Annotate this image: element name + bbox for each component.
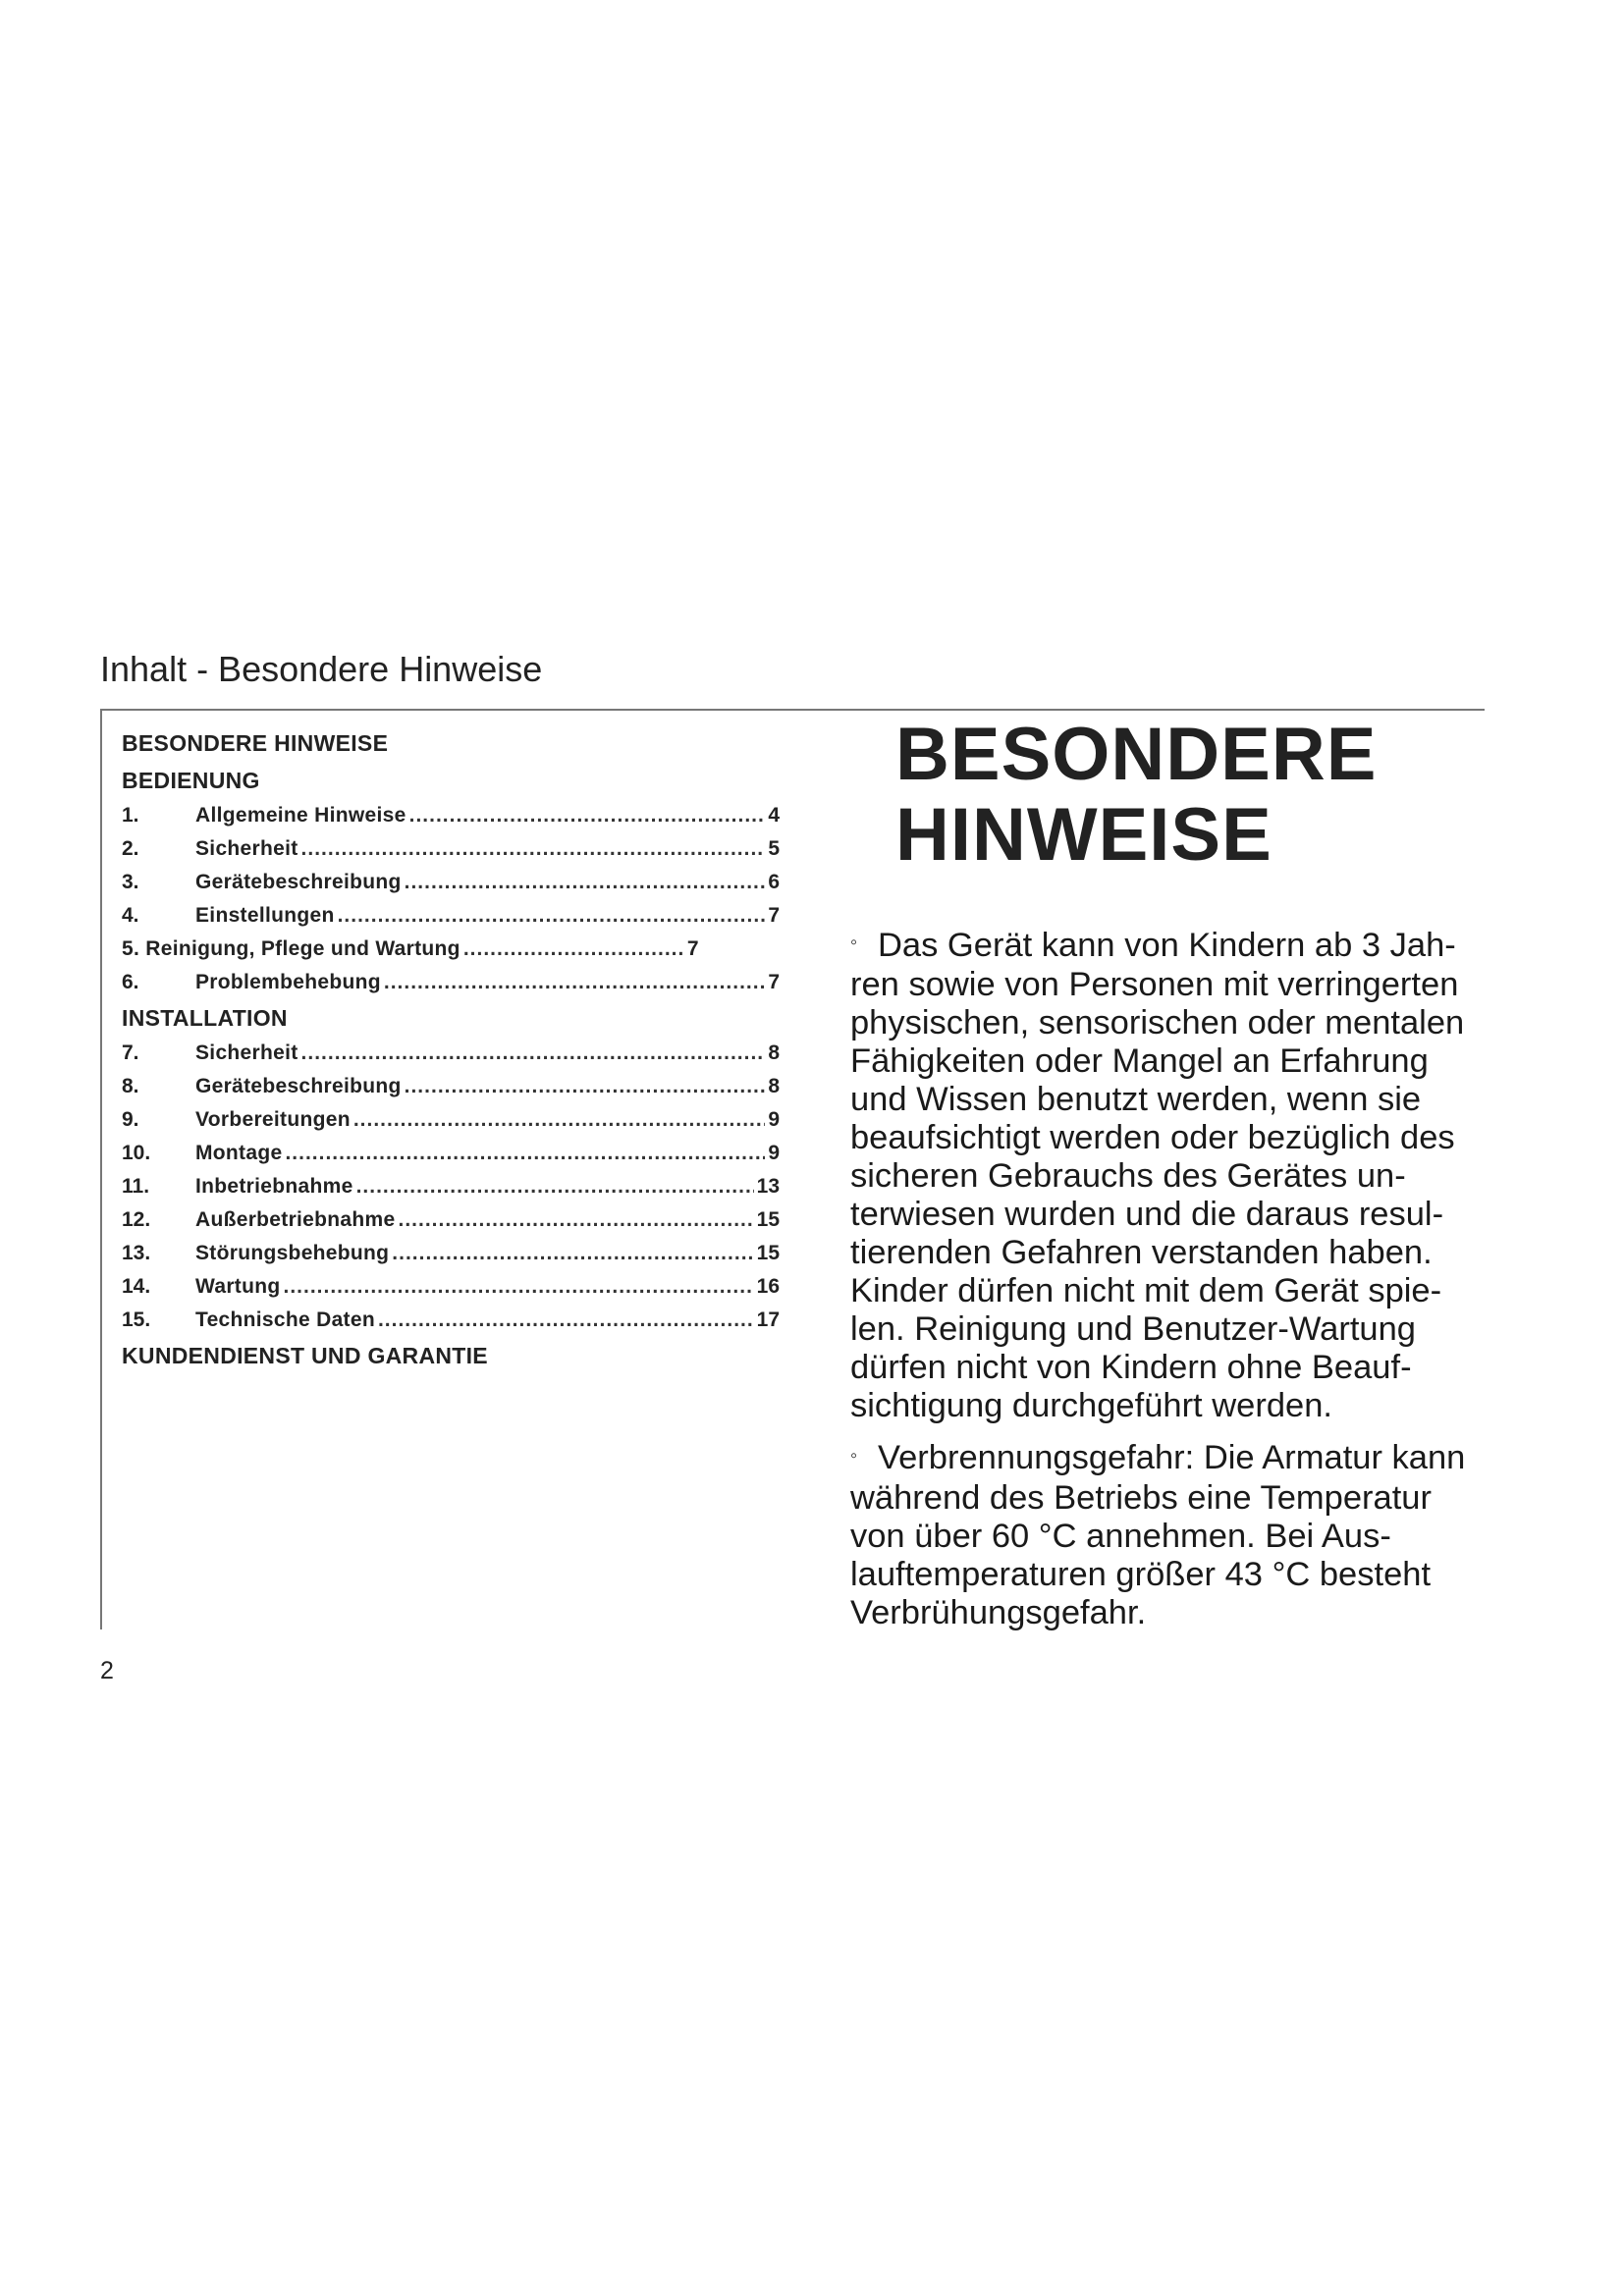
toc-entry-page: 5 xyxy=(768,837,780,860)
toc-entry-page: 7 xyxy=(686,937,699,960)
toc-entry-number: 4. xyxy=(122,904,139,927)
safety-notes xyxy=(850,927,1489,1646)
toc-entry-page: 17 xyxy=(756,1308,780,1331)
toc-section-installation[interactable]: INSTALLATION xyxy=(122,1005,288,1031)
toc-entry[interactable] xyxy=(122,1070,780,1103)
toc-entry-number: 2. xyxy=(122,837,139,860)
section-heading-line2: HINWEISE xyxy=(895,793,1272,877)
toc-entry-number: 3. xyxy=(122,871,139,893)
toc-entry-number: 9. xyxy=(122,1108,139,1131)
note-line: lauftemperaturen größer 43 °C besteht xyxy=(850,1555,1432,1593)
note-line: Kinder dürfen nicht mit dem Gerät spie- xyxy=(850,1272,1442,1310)
toc-entry-page: 9 xyxy=(768,1142,780,1164)
toc-entry-label: Vorbereitungen xyxy=(195,1108,351,1131)
toc-entry-label: Gerätebeschreibung xyxy=(195,871,402,893)
toc-entry-number: 7. xyxy=(122,1041,139,1064)
toc-entry[interactable] xyxy=(122,1137,780,1170)
toc-entry[interactable] xyxy=(122,1203,780,1237)
toc-entry[interactable] xyxy=(122,1103,780,1137)
note-line: len. Reinigung und Benutzer-Wartung xyxy=(850,1310,1416,1349)
note-line: von über 60 °C annehmen. Bei Aus- xyxy=(850,1517,1391,1555)
bullet-icon: ◦ xyxy=(850,932,858,954)
toc-entry[interactable] xyxy=(122,799,780,832)
toc-entry-page: 15 xyxy=(756,1208,780,1231)
note-line: terwiesen wurden und die daraus resul- xyxy=(850,1196,1444,1234)
toc-section-operation[interactable]: BEDIENUNG xyxy=(122,768,260,793)
toc-entry[interactable] xyxy=(122,1270,780,1304)
toc-entry-page: 9 xyxy=(768,1108,780,1131)
toc-leader-dots xyxy=(384,966,765,999)
section-heading-line1: BESONDERE xyxy=(895,713,1378,796)
note-line: Fähigkeiten oder Mangel an Erfahrung xyxy=(850,1042,1429,1081)
header-divider xyxy=(100,709,1485,711)
toc-entry-number: 11. xyxy=(122,1175,150,1198)
toc-entry-page: 7 xyxy=(768,971,780,993)
toc-entry-number: 6. xyxy=(122,971,139,993)
toc-entry[interactable] xyxy=(122,899,780,933)
toc-entry[interactable] xyxy=(122,1037,780,1070)
toc-entry-label: Technische Daten xyxy=(195,1308,375,1331)
toc-leader-dots xyxy=(463,933,684,966)
toc-entry-number: 1. xyxy=(122,804,139,827)
toc-entry-page: 4 xyxy=(768,804,780,827)
toc-entry-number: 8. xyxy=(122,1075,139,1097)
page-header-title: Inhalt - Besondere Hinweise xyxy=(100,649,543,689)
toc-entry-page: 16 xyxy=(756,1275,780,1298)
toc-entry[interactable] xyxy=(122,1170,780,1203)
toc-entry[interactable] xyxy=(122,832,780,866)
toc-entry-page: 15 xyxy=(756,1242,780,1264)
note-line: ◦ Verbrennungsgefahr: Die Armatur kann xyxy=(850,1439,1489,1478)
note-line: sicheren Gebrauchs des Gerätes un- xyxy=(850,1157,1406,1196)
toc-leader-dots xyxy=(338,899,766,933)
toc-leader-dots xyxy=(283,1270,753,1304)
toc-leader-dots xyxy=(353,1103,765,1137)
note-children-supervision xyxy=(850,927,1489,1425)
table-of-contents xyxy=(122,724,780,1374)
toc-leader-dots xyxy=(405,866,766,899)
note-line: Verbrühungsgefahr. xyxy=(850,1593,1147,1631)
section-heading xyxy=(895,715,1377,876)
toc-entry-page: 6 xyxy=(768,871,780,893)
toc-entry-label: Inbetriebnahme xyxy=(195,1175,353,1198)
toc-leader-dots xyxy=(356,1170,754,1203)
toc-entry-page: 8 xyxy=(768,1041,780,1064)
toc-entry-label: Wartung xyxy=(195,1275,281,1298)
toc-entry[interactable] xyxy=(122,966,780,999)
toc-entry-label: Gerätebeschreibung xyxy=(195,1075,402,1097)
toc-leader-dots xyxy=(405,1070,766,1103)
toc-entry-label: Außerbetriebnahme xyxy=(195,1208,396,1231)
toc-leader-dots xyxy=(301,1037,766,1070)
note-line: sichtigung durchgeführt werden. xyxy=(850,1387,1332,1425)
toc-entry[interactable] xyxy=(122,866,780,899)
toc-entry-page: 8 xyxy=(768,1075,780,1097)
toc-entry-number: 14. xyxy=(122,1275,151,1298)
toc-entry-label: Problembehebung xyxy=(195,971,381,993)
toc-left-border xyxy=(100,709,102,1629)
note-line: beaufsichtigt werden oder bezüglich des xyxy=(850,1119,1455,1157)
toc-entry[interactable] xyxy=(122,1304,780,1337)
note-line: während des Betriebs eine Temperatur xyxy=(850,1478,1432,1517)
toc-entry-number: 12. xyxy=(122,1208,151,1231)
toc-entry-number: 13. xyxy=(122,1242,151,1264)
toc-entry-page: 7 xyxy=(768,904,780,927)
note-burn-hazard xyxy=(850,1439,1489,1631)
toc-entry[interactable] xyxy=(122,933,780,966)
note-line: physischen, sensorischen oder mentalen xyxy=(850,1004,1465,1042)
toc-leader-dots xyxy=(285,1137,765,1170)
note-line: dürfen nicht von Kindern ohne Beauf- xyxy=(850,1349,1412,1387)
toc-leader-dots xyxy=(392,1237,753,1270)
toc-leader-dots xyxy=(378,1304,754,1337)
toc-leader-dots xyxy=(301,832,766,866)
toc-entry[interactable] xyxy=(122,1237,780,1270)
toc-entry-label: Allgemeine Hinweise xyxy=(195,804,406,827)
note-line: ren sowie von Personen mit verringerten xyxy=(850,966,1459,1004)
note-line: und Wissen benutzt werden, wenn sie xyxy=(850,1081,1422,1119)
toc-entry-label: 5. Reinigung, Pflege und Wartung xyxy=(122,937,460,960)
toc-leader-dots xyxy=(409,799,766,832)
note-line: tierenden Gefahren verstanden haben. xyxy=(850,1234,1433,1272)
toc-entry-label: Sicherheit xyxy=(195,1041,298,1064)
toc-entry-label: Sicherheit xyxy=(195,837,298,860)
bullet-icon: ◦ xyxy=(850,1444,858,1467)
toc-entry-label: Montage xyxy=(195,1142,283,1164)
toc-entry-number: 10. xyxy=(122,1142,151,1164)
toc-entry-number: 15. xyxy=(122,1308,151,1331)
note-line: ◦ Das Gerät kann von Kindern ab 3 Jah- xyxy=(850,927,1489,966)
toc-section-special-notes[interactable]: BESONDERE HINWEISE xyxy=(122,730,389,756)
toc-section-service-warranty[interactable]: KUNDENDIENST UND GARANTIE xyxy=(122,1343,488,1368)
page-number: 2 xyxy=(100,1657,114,1684)
toc-leader-dots xyxy=(398,1203,753,1237)
toc-entry-label: Einstellungen xyxy=(195,904,335,927)
toc-entry-page: 13 xyxy=(756,1175,780,1198)
toc-entry-label: Störungsbehebung xyxy=(195,1242,390,1264)
